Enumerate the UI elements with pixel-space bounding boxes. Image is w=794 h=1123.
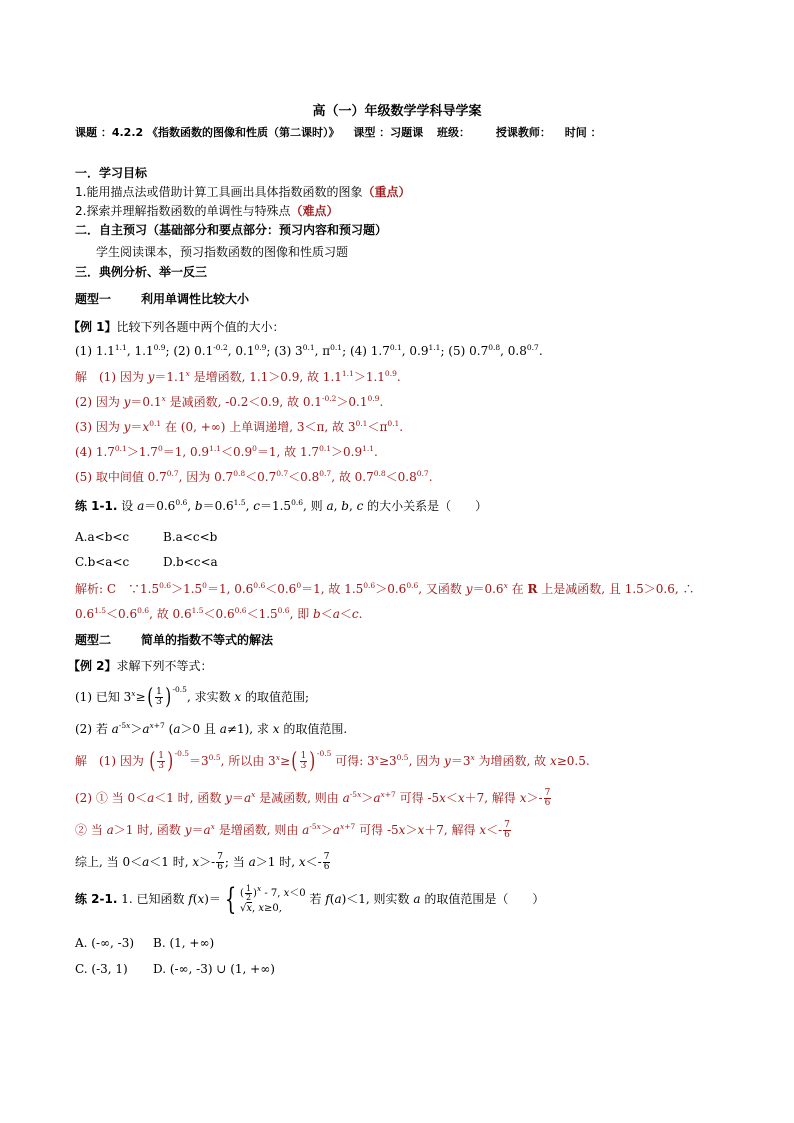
example-1-items: (1) $1.1^{1.1}$, $1.1^{0.9}$; (2) $0.1^{-0.2}$, $0.1^{0.9}$; (3) $3^{0.1}$, $\pi^{0.1}$; (4) $1.7^{0.1}$, $0.9^{1.1}$; (5) $0.7^{0.8}$, $0.8^{0.7}$. xyxy=(75,343,543,358)
practice-1-analysis-2: $0.6^{1.5}<0.6^{0.6}$, 故 $0.6^{1.5}<0.6^{0.6}<1.5^{0.6}$, 即 b＜a＜c. xyxy=(75,606,363,621)
practice-2-label: 练 2-1. xyxy=(75,892,118,906)
option-b-2: B. (1, +∞) xyxy=(153,936,215,950)
topic-2-heading xyxy=(75,631,273,649)
section-1-heading: 一．学习目标 xyxy=(75,166,148,180)
goal-1 xyxy=(75,183,410,201)
example-2-item-1: (1) 已知 $3^x\ge$ ( $\frac{1}{3}$ ) $^{-0.5}$, 求实数 x 的取值范围; xyxy=(75,684,310,710)
practice-2-question: 练 2-1. 1. 已知函数 f(x)＝ { ( $\frac{1}{2}$ )$^x$ - 7, x＜0 √x, x≥0, 若 f(a)＜1, 则实数 a 的取值范围是（ ） xyxy=(75,881,545,917)
example-2-label: 【例 2】 xyxy=(68,659,117,673)
practice-1-options-cd xyxy=(75,553,218,571)
option-a-2: A. (-∞, -3) xyxy=(75,936,135,950)
practice-2-options-cd xyxy=(75,960,275,978)
header-type: 课型 ：习题课 xyxy=(353,126,424,139)
solution-1-5: (5) 取中间值 $0.7^{0.7}$, 因为 $0.7^{0.8}<0.7^{0.7}<0.8^{0.7}$, 故 $0.7^{0.8}<0.8^{0.7}$. xyxy=(75,469,433,484)
header-teacher: 授课教师： xyxy=(495,126,551,139)
practice-2-options-ab xyxy=(75,934,214,952)
practice-1-analysis-1: 解析: C $\because 1.5^{0.6}>1.5^0=1$, $0.6^{0.6}<0.6^0=1$, 故 $1.5^{0.6}>0.6^{0.6}$, 又函数 $y=0.6^x$ 在 R 上是减函数, 且 1.5＞0.6, ∴ xyxy=(75,581,695,596)
solution-2-summary: 综上, 当 0＜a＜1 时, x＞- $\frac{7}{6}$ ; 当 a＞1 时, x＜- $\frac{7}{6}$ xyxy=(75,852,330,872)
topic-1-label: 题型一 xyxy=(75,292,112,306)
practice-1-options-ab xyxy=(75,528,217,546)
example-2-text: 求解下列不等式： xyxy=(116,659,213,673)
lesson-header xyxy=(75,124,612,140)
option-b: B.a<c<b xyxy=(163,530,218,544)
option-d-2: D. (-∞, -3) ∪ (1, +∞) xyxy=(153,962,275,976)
solution-2-1: 解 (1) 因为 ( $\frac{1}{3}$ ) $^{-0.5}=3^{0.5}$, 所以由 $3^x\ge$ ( $\frac{1}{3}$ ) $^{-0.5}$ 可得: $3^x\ge 3^{0.5}$, 因为 $y=3^x$ 为增函数, 故 x≥0.5. xyxy=(75,748,590,774)
section-2-heading: 二．自主预习（基础部分和要点部分：预习内容和预习题） xyxy=(75,223,388,237)
practice-1-label: 练 1-1. xyxy=(75,499,118,513)
example-1-prompt xyxy=(68,318,285,336)
solution-2-2b: ② 当 a＞1 时, 函数 $y=a^x$ 是增函数, 则由 $a^{-5x}>a^{x+7}$ 可得 -5x＞x＋7, 解得 x＜- $\frac{7}{6}$ xyxy=(75,820,510,840)
example-2-item-2: (2) 若 $a^{-5x}>a^{x+7}$ (a＞0 且 a≠1), 求 x 的取值范围. xyxy=(75,721,348,736)
topic-2-label: 题型二 xyxy=(75,633,112,647)
example-2-prompt xyxy=(68,657,213,675)
option-a: A.a<b<c xyxy=(75,530,130,544)
page-title: 高（一）年级数学学科导学案 xyxy=(312,104,482,119)
example-1-text: 比较下列各题中两个值的大小： xyxy=(116,320,285,334)
goal-2 xyxy=(75,202,338,220)
goal-1-text: 1.能用描点法或借助计算工具画出具体指数函数的图象 xyxy=(75,185,363,199)
example-1-label: 【例 1】 xyxy=(68,320,117,334)
header-topic: 课题 ：4.2.2 《指数函数的图像和性质（第二课时）》 xyxy=(75,126,340,139)
option-c: C.b<a<c xyxy=(75,555,130,569)
topic-1-heading xyxy=(75,290,249,308)
option-c-2: C. (-3, 1) xyxy=(75,962,128,976)
option-d: D.b<c<a xyxy=(163,555,218,569)
header-class: 班级： xyxy=(437,126,471,139)
goal-2-tag: （难点） xyxy=(290,204,339,218)
solution-1-2: (2) 因为 $y=0.1^x$ 是减函数, -0.2＜0.9, 故 $0.1^{-0.2}>0.1^{0.9}$. xyxy=(75,394,384,409)
goal-2-text: 2.探索并理解指数函数的单调性与特殊点 xyxy=(75,204,291,218)
practice-1-question: 练 1-1. 设 $a=0.6^{0.6}$, $b=0.6^{1.5}$, $c=1.5^{0.6}$, 则 a, b, c 的大小关系是（ ） xyxy=(75,498,488,513)
goal-1-tag: （重点） xyxy=(362,185,411,199)
section-3-heading: 三．典例分析、举一反三 xyxy=(75,265,208,279)
preview-text: 学生阅读课本，预习指数函数的图像和性质习题 xyxy=(96,245,349,259)
header-time: 时间 ： xyxy=(564,126,602,139)
solution-1-4: (4) $1.7^{0.1}>1.7^0=1$, $0.9^{1.1}<0.9^0=1$, 故 $1.7^{0.1}>0.9^{1.1}$. xyxy=(75,444,378,459)
topic-1-title: 利用单调性比较大小 xyxy=(141,292,250,306)
solution-2-2a: (2) ① 当 0＜a＜1 时, 函数 $y=a^x$ 是减函数, 则由 $a^{-5x}>a^{x+7}$ 可得 -5x＜x＋7, 解得 x＞- $\frac{7}{6}$ xyxy=(75,788,551,808)
topic-2-title: 简单的指数不等式的解法 xyxy=(141,633,274,647)
solution-1-1: 解 (1) 因为 $y=1.1^x$ 是增函数, 1.1＞0.9, 故 $1.1^{1.1}>1.1^{0.9}$. xyxy=(75,369,401,384)
solution-1-3: (3) 因为 $y=x^{0.1}$ 在 (0, +∞) 上单调递增, 3＜π, 故 $3^{0.1}<\pi^{0.1}$. xyxy=(75,419,404,434)
